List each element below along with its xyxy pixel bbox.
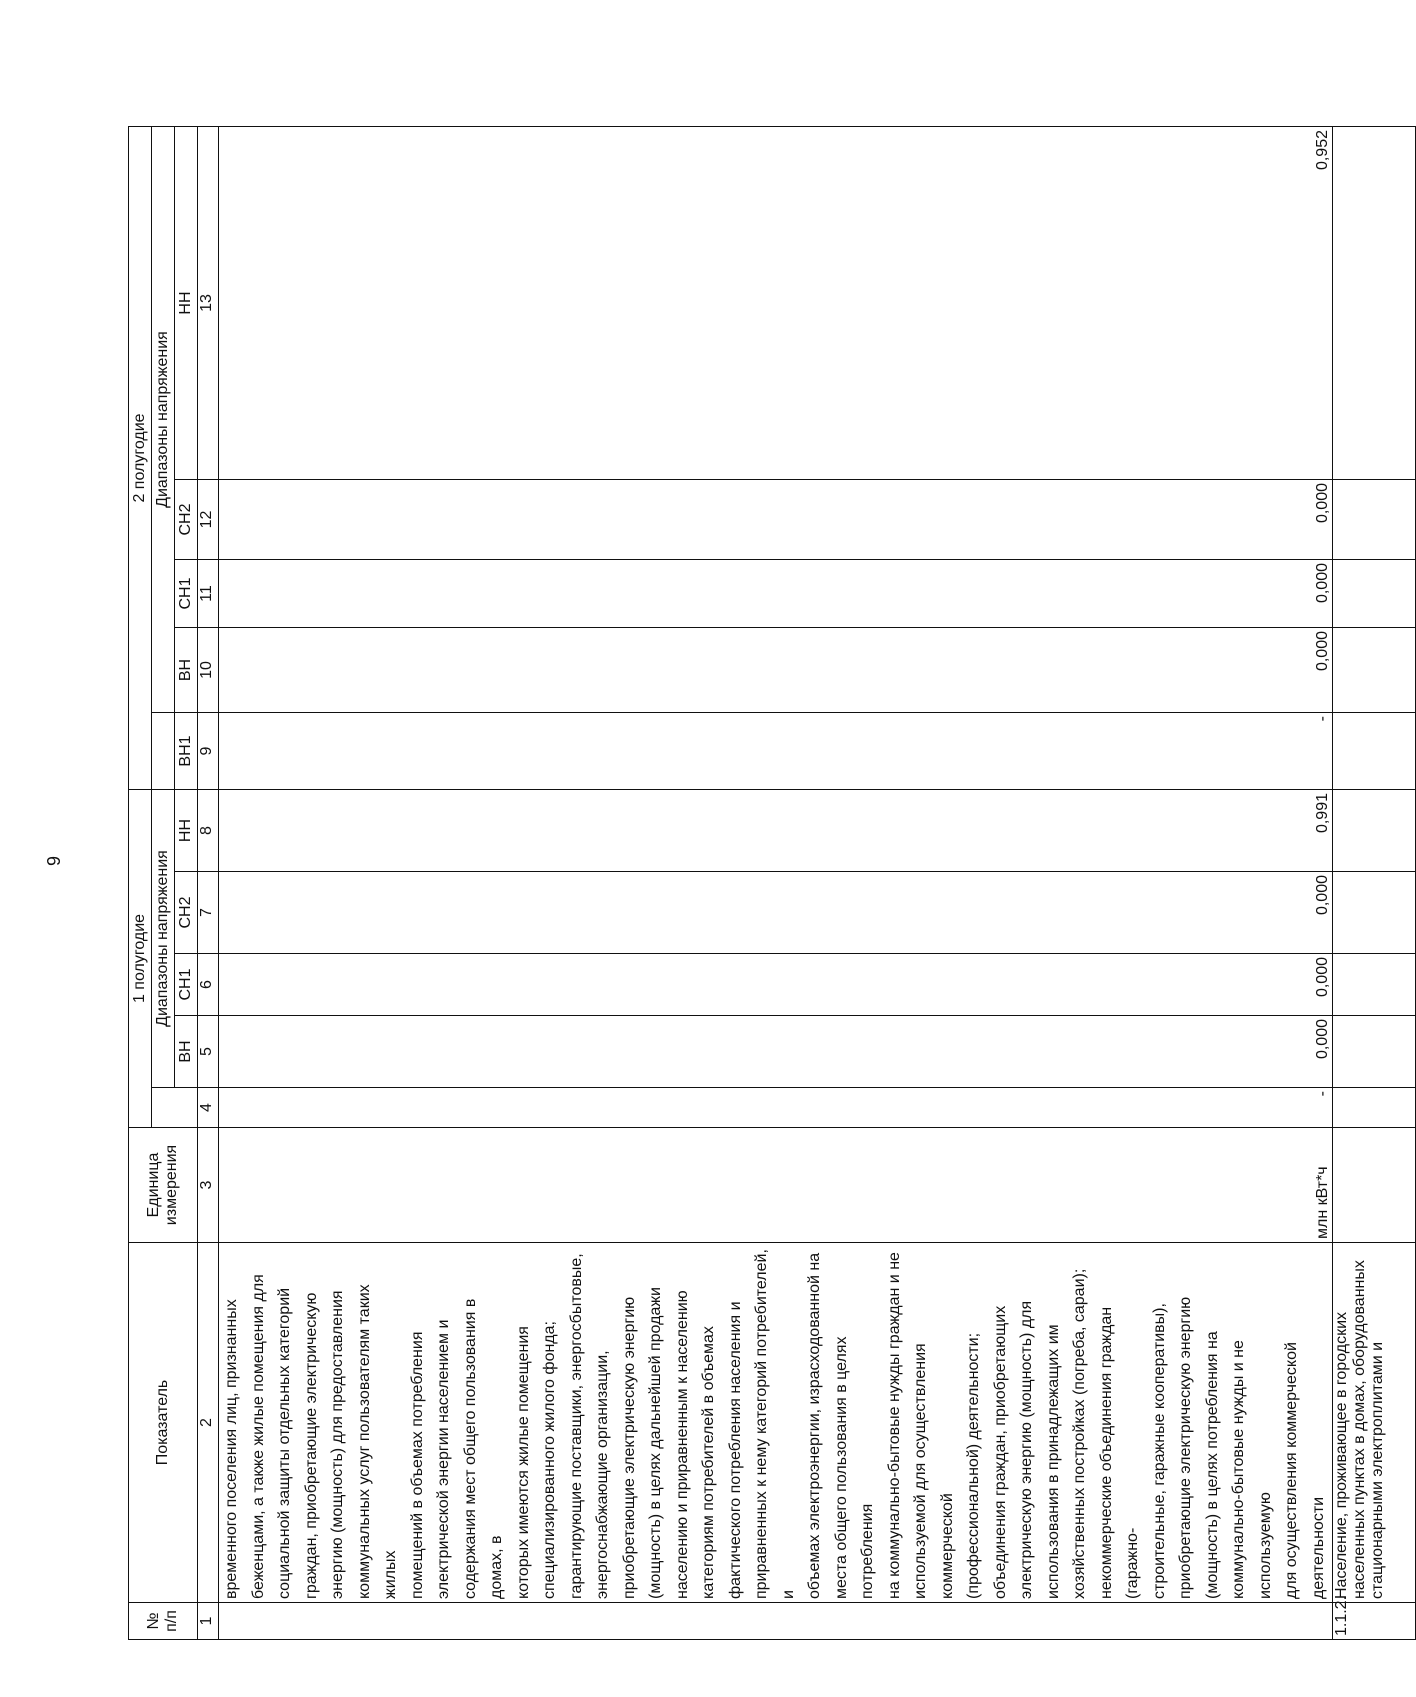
header-vn-h2: ВН (175, 628, 198, 713)
value-nn-h1: 0,991 (219, 790, 1333, 872)
col-num-7: 7 (198, 872, 219, 954)
value-vn1-h1: - (219, 1088, 1333, 1128)
header-indicator: Показатель (129, 1243, 198, 1603)
rotated-page-content (128, 127, 1386, 1640)
value-sn1-h1: 0,000 (219, 954, 1333, 1016)
row-num: 1.1.2. (1333, 1603, 1416, 1640)
table-row (1333, 127, 1416, 1640)
col-num-3: 3 (198, 1128, 219, 1243)
col-num-12: 12 (198, 480, 219, 560)
value-sn1-h2: 0,000 (219, 560, 1333, 628)
header-sn1-h2: СН1 (175, 560, 198, 628)
col-num-10: 10 (198, 628, 219, 713)
table-row (219, 127, 1333, 1640)
col-num-11: 11 (198, 560, 219, 628)
value-vn1-h2: - (219, 713, 1333, 790)
value-sn2-h1: 0,000 (219, 872, 1333, 954)
header-unit: Единица измерения (129, 1128, 198, 1243)
header-ranges-h1: Диапазоны напряжения (152, 790, 175, 1088)
value-nn-h2: 0,952 (219, 127, 1333, 480)
header-half1: 1 полугодие (129, 790, 152, 1128)
col-num-2: 2 (198, 1243, 219, 1603)
header-nn-h1: НН (175, 790, 198, 872)
col-num-4: 4 (198, 1088, 219, 1128)
col-num-5: 5 (198, 1016, 219, 1088)
tariff-table (128, 126, 1416, 1640)
header-vn1-h2: ВН1 (175, 713, 198, 790)
column-number-row (198, 127, 219, 1640)
row-num (219, 1603, 1333, 1640)
col-num-6: 6 (198, 954, 219, 1016)
indicator-text: временного поселения лиц, признанных беженцами, а также жилые помещения для социальной защиты отдельных категорий граждан, приобретающие электрическую энергию (мощность) для предоставления коммунальных услуг пользователям таких жилых помещений в объемах потребления электрической энергии населением и содержания мест общего пользования в домах, в которых имеются жилые помещения специализированного жилого фонда; гарантирующие поставщики, энергосбытовые, энергоснабжающие организации, приобретающие электрическую энергию (мощность) в целях дальнейшей продажи населению и приравненным к населению категориям потребителей в объемах фактического потребления населения и приравненных к нему категорий потребителей, и объемах электроэнергии, израсходованной на места общего пользования в целях потребления на коммунально-бытовые нужды граждан и не используемой для осуществления коммерческой (профессиональной) деятельности; объединения граждан, приобретающих электрическую энергию (мощность) для использования в принадлежащих им хозяйственных постройках (погреба, сараи); некоммерческие объединения граждан (гаражно- строительные, гаражные кооперативы), приобретающие электрическую энергию (мощность) в целях потребления на коммунально-бытовые нужды и не используемую для осуществления коммерческой деятельности (219, 1243, 1333, 1603)
value-sn2-h2: 0,000 (219, 480, 1333, 560)
page-number: 9 (44, 855, 64, 866)
col-num-1: 1 (198, 1603, 219, 1640)
header-num: № п/п (129, 1603, 198, 1640)
col-num-8: 8 (198, 790, 219, 872)
value-vn-h2: 0,000 (219, 628, 1333, 713)
header-vn-h1: ВН (175, 1016, 198, 1088)
header-sn1-h1: СН1 (175, 954, 198, 1016)
value-vn-h1: 0,000 (219, 1016, 1333, 1088)
header-sn2-h1: СН2 (175, 872, 198, 954)
header-half2: 2 полугодие (129, 127, 152, 790)
header-nn-h2: НН (175, 127, 198, 480)
col-num-9: 9 (198, 713, 219, 790)
col-num-13: 13 (198, 127, 219, 480)
header-sn2-h2: СН2 (175, 480, 198, 560)
indicator-text: Население, проживающее в городских населенных пунктах в домах, оборудованных стационарными электроплитами и (1333, 1243, 1416, 1603)
header-ranges-h2: Диапазоны напряжения (152, 127, 175, 713)
unit-cell: млн кВт*ч (219, 1128, 1333, 1243)
